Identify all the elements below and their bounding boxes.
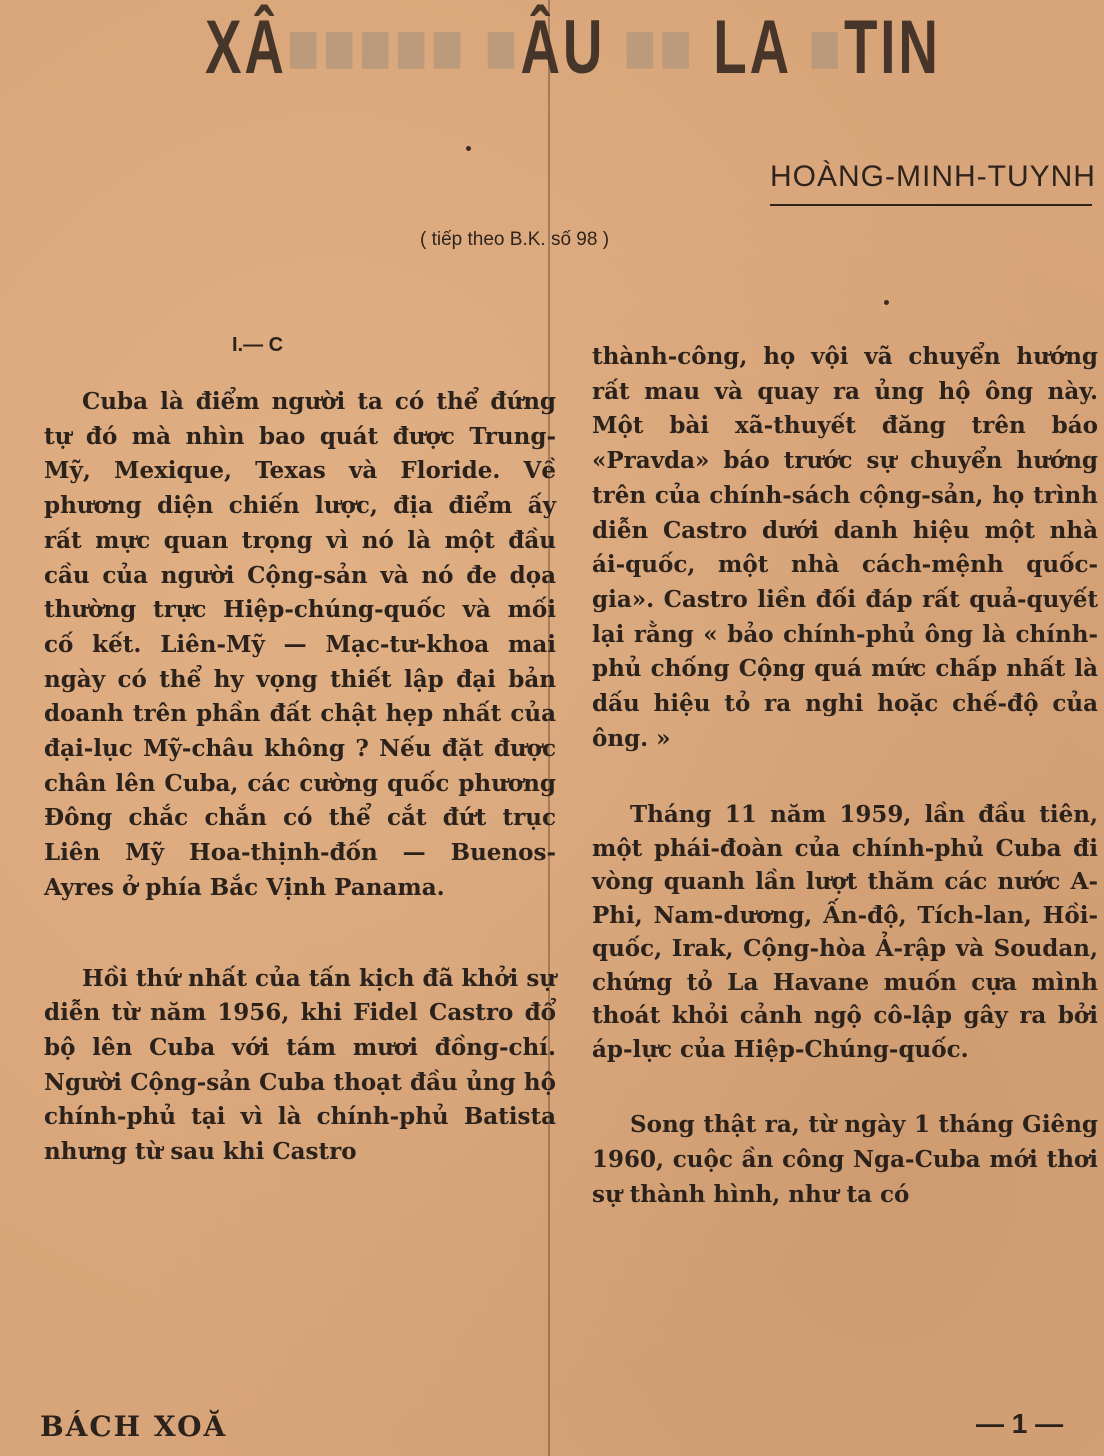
title-fragment: XÂ [205, 5, 287, 90]
author-byline: HOÀNG-MINH-TUYNH [770, 160, 1096, 193]
paragraph: Hồi thứ nhất của tấn kịch đã khởi sự diễn từ năm 1956, khi Fidel Castro đổ bộ lên Cuba với tám mươi đồng-chí. Người Cộng-sản Cuba thoạt đầu ủng hộ chính-phủ tại vì là chính-phủ Batista nhưng từ sau khi Castro [44, 964, 556, 1166]
title-faded-fragment: ■■■■■ ■ [286, 5, 521, 90]
article-title [205, 2, 941, 94]
page-number: — 1 — [976, 1408, 1064, 1439]
title-fragment: ÂU [520, 5, 606, 90]
paragraph: thành-công, họ vội vã chuyển hướng rất mau và quay ra ủng hộ ông này. Một bài xã-thuyết đăng trên báo «Pravda» báo trước sự chuyển hướng trên của chính-sách cộng-sản, họ trình diễn Castro dưới danh hiệu một nhà ái-quốc, một nhà cách-mệnh quốc-gia». Castro liền đối đáp rất quả-quyết lại rằng « bảo chính-phủ ông là chính-phủ chống Cộng quá mức chấp nhất là dấu hiệu tỏ ra nghi hoặc chế-độ của ông. » [592, 343, 1098, 752]
title-faded-fragment: ■■ [623, 5, 696, 90]
paragraph: Cuba là điểm người ta có thể đứng tự đó mà nhìn bao quát được Trung-Mỹ, Mexique, Texas và Floride. Về phương diện chiến lược, địa điểm ấy rất mực quan trọng vì nó là một đầu cầu của người Cộng-sản và nó đe dọa thường trực Hiệp-chúng-quốc và mối cố kết. Liên-Mỹ — Mạc-tư-khoa mai ngày có thể hy vọng thiết lập đại bản doanh trên phần đất chật hẹp nhất của đại-lục Mỹ-châu không ? Nếu đặt được chân lên Cuba, các cường quốc phương Đông chắc chắn có thể cắt đứt trục Liên Mỹ Hoa-thịnh-đốn — Buenos-Ayres ở phía Bắc Vịnh Panama. [44, 388, 556, 901]
ornament-dot [884, 300, 889, 305]
paragraph: Song thật ra, từ ngày 1 tháng Giêng 1960, cuộc ần công Nga-Cuba mới thơi sự thành hình, như ta có [592, 1111, 1098, 1208]
author-underline [770, 204, 1092, 206]
continuation-note: ( tiếp theo B.K. số 98 ) [420, 229, 610, 250]
ornament-dot [466, 146, 471, 151]
publication-name: BÁCH XOĂ [40, 1410, 228, 1443]
right-column [592, 340, 1098, 1213]
title-fragment: TIN [844, 5, 941, 90]
paragraph: Tháng 11 năm 1959, lần đầu tiên, một phái-đoàn của chính-phủ Cuba đi vòng quanh lần lượt thăm các nước A-Phi, Nam-dương, Ấn-độ, Tích-lan, Hồi-quốc, Irak, Cộng-hòa Ả-rập và Soudan, chứng tỏ La Havane muốn cựa mình thoát khỏi cảnh ngộ cô-lập gây ra bởi áp-lực của Hiệp-Chúng-quốc. [592, 801, 1098, 1063]
title-faded-fragment: ■ [808, 5, 844, 90]
title-fragment: LA [713, 5, 790, 90]
left-column [44, 385, 556, 1170]
section-heading: I.— C [232, 334, 284, 356]
